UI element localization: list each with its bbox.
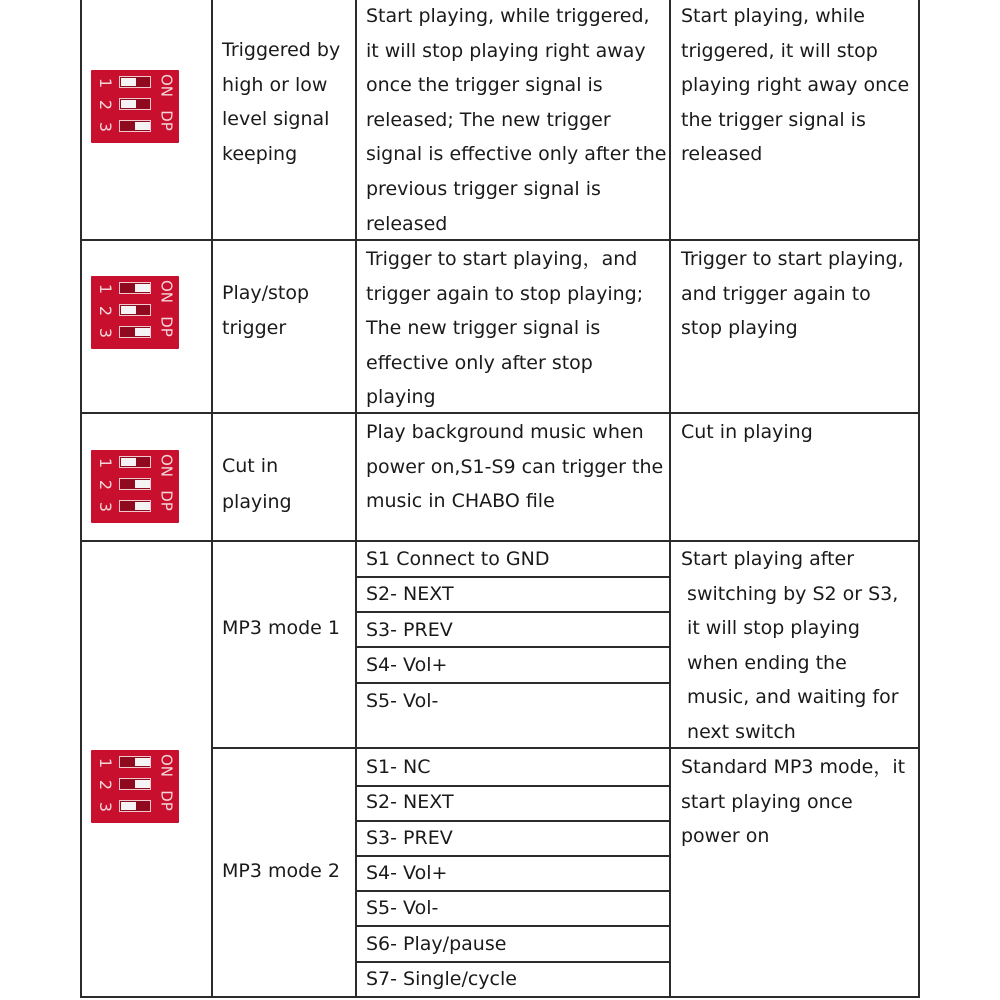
switch-toggle	[135, 780, 150, 788]
text-line: power on,S1-S9 can trigger the	[366, 455, 664, 478]
switch-slot	[119, 778, 151, 790]
table-border	[355, 576, 670, 578]
table-border	[80, 412, 920, 414]
text-line: signal is effective only after the	[366, 143, 667, 166]
text-line: Triggered by	[222, 39, 341, 61]
switch-slot	[119, 478, 151, 490]
text-line: it will stop playing	[681, 617, 860, 640]
mode-label: MP3 mode 2	[222, 860, 340, 882]
text-line: previous trigger signal is	[366, 177, 601, 200]
table-border	[80, 239, 920, 241]
table-border	[355, 785, 670, 787]
text-line: it will stop playing right away	[366, 39, 646, 62]
text-line: Start playing after	[681, 548, 855, 570]
text-line: Cut in	[222, 455, 279, 477]
switch-number-label: 2	[96, 99, 115, 111]
text-line: keeping	[222, 142, 298, 165]
switch-number-label: 1	[96, 283, 115, 295]
key-item: S4- Vol+	[366, 861, 448, 884]
key-item: S2- NEXT	[366, 583, 454, 606]
table-border	[355, 0, 357, 998]
switch-slot	[119, 76, 151, 88]
switch-toggle	[135, 328, 150, 336]
switch-on-label: ON	[157, 453, 176, 478]
mode-label	[222, 33, 340, 171]
text-line: released; The new trigger	[366, 108, 611, 131]
switch-toggle	[121, 78, 136, 86]
key-item: S6- Play/pause	[366, 932, 507, 955]
switch-toggle	[135, 758, 150, 766]
text-line: once the trigger signal is	[366, 74, 603, 97]
table-border	[80, 0, 82, 998]
text-line: playing	[222, 490, 292, 513]
table-border	[211, 747, 920, 749]
dip-switch-icon	[91, 750, 179, 823]
text-line: music in CHABO file	[366, 490, 555, 513]
switch-dp-label: DP	[157, 490, 176, 511]
key-item: S1- NC	[366, 756, 431, 778]
text-line: effective only after stop	[366, 351, 593, 374]
text-line: high or low	[222, 73, 328, 96]
switch-on-label: ON	[157, 279, 176, 304]
key-item: S3- PREV	[366, 618, 453, 641]
description-primary	[366, 0, 666, 241]
switch-toggle	[121, 100, 136, 108]
text-line: playing right away once	[681, 74, 910, 97]
mode-label: MP3 mode 1	[222, 617, 340, 639]
text-line: next switch	[681, 720, 796, 743]
switch-toggle	[121, 458, 136, 466]
switch-toggle	[121, 802, 136, 810]
switch-dp-label: DP	[157, 110, 176, 131]
table-border	[355, 611, 670, 613]
text-line: Cut in playing	[681, 421, 813, 443]
switch-on-label: ON	[157, 73, 176, 98]
switch-slot	[119, 282, 151, 294]
table-border	[355, 925, 670, 927]
dip-switch-icon	[91, 70, 179, 143]
dip-switch-icon	[91, 450, 179, 523]
text-line: The new trigger signal is	[366, 317, 601, 340]
switch-toggle	[135, 122, 150, 130]
switch-toggle	[135, 284, 150, 292]
key-item: S1 Connect to GND	[366, 548, 550, 570]
switch-number-label: 1	[96, 757, 115, 769]
switch-number-label: 2	[96, 779, 115, 791]
text-line: trigger again to stop playing;	[366, 282, 644, 305]
text-line: Start playing, while triggered,	[366, 5, 650, 27]
text-line: Standard MP3 mode，it	[681, 756, 906, 778]
text-line: start playing once	[681, 790, 853, 813]
switch-slot	[119, 120, 151, 132]
text-line: released	[366, 212, 448, 235]
key-item: S5- Vol-	[366, 689, 439, 712]
switch-slot	[119, 304, 151, 316]
text-line: the trigger signal is	[681, 108, 866, 131]
description-primary	[366, 415, 663, 519]
table-border	[355, 890, 670, 892]
switch-slot	[119, 326, 151, 338]
switch-on-label: ON	[157, 753, 176, 778]
table-border	[355, 855, 670, 857]
table-border	[669, 0, 671, 998]
switch-toggle	[121, 306, 136, 314]
text-line: trigger	[222, 316, 287, 339]
text-line: music, and waiting for	[681, 686, 899, 709]
switch-number-label: 3	[96, 327, 115, 339]
key-item: S7- Single/cycle	[366, 967, 517, 990]
table-border	[80, 540, 920, 542]
switch-toggle	[135, 480, 150, 488]
text-line: switching by S2 or S3,	[681, 582, 899, 605]
description-primary	[366, 242, 643, 415]
description-secondary	[681, 0, 909, 172]
text-line: level signal	[222, 108, 330, 131]
mode-label	[222, 276, 309, 345]
description-secondary	[681, 542, 899, 750]
text-line: released	[681, 143, 763, 166]
description-secondary	[681, 242, 904, 346]
table-border	[355, 682, 670, 684]
text-line: when ending the	[681, 651, 847, 674]
text-line: power on	[681, 825, 770, 848]
text-line: triggered, it will stop	[681, 39, 878, 62]
switch-number-label: 3	[96, 801, 115, 813]
switch-number-label: 1	[96, 457, 115, 469]
table-border	[80, 996, 920, 998]
switch-number-label: 1	[96, 77, 115, 89]
text-line: Play/stop	[222, 282, 310, 304]
switch-dp-label: DP	[157, 790, 176, 811]
text-line: Start playing, while	[681, 5, 865, 27]
switch-slot	[119, 456, 151, 468]
table-border	[211, 0, 213, 998]
switch-slot	[119, 756, 151, 768]
table-border	[355, 646, 670, 648]
table-border	[355, 961, 670, 963]
text-line: and trigger again to	[681, 282, 871, 305]
key-item: S3- PREV	[366, 826, 453, 849]
table-border	[918, 0, 920, 998]
switch-number-label: 3	[96, 121, 115, 133]
switch-number-label: 2	[96, 305, 115, 317]
text-line: Trigger to start playing,	[681, 248, 904, 270]
switch-number-label: 2	[96, 479, 115, 491]
text-line: Play background music when	[366, 421, 644, 443]
description-secondary	[681, 415, 813, 450]
key-item: S5- Vol-	[366, 897, 439, 920]
description-secondary	[681, 750, 905, 854]
switch-slot	[119, 800, 151, 812]
mode-label	[222, 449, 292, 520]
key-item: S4- Vol+	[366, 654, 448, 677]
switch-slot	[119, 98, 151, 110]
text-line: Trigger to start playing，and	[366, 248, 638, 270]
text-line: stop playing	[681, 317, 798, 340]
switch-slot	[119, 500, 151, 512]
switch-dp-label: DP	[157, 316, 176, 337]
switch-number-label: 3	[96, 501, 115, 513]
table-border	[355, 820, 670, 822]
dip-switch-icon	[91, 276, 179, 349]
text-line: playing	[366, 386, 436, 409]
key-item: S2- NEXT	[366, 791, 454, 814]
switch-toggle	[135, 502, 150, 510]
